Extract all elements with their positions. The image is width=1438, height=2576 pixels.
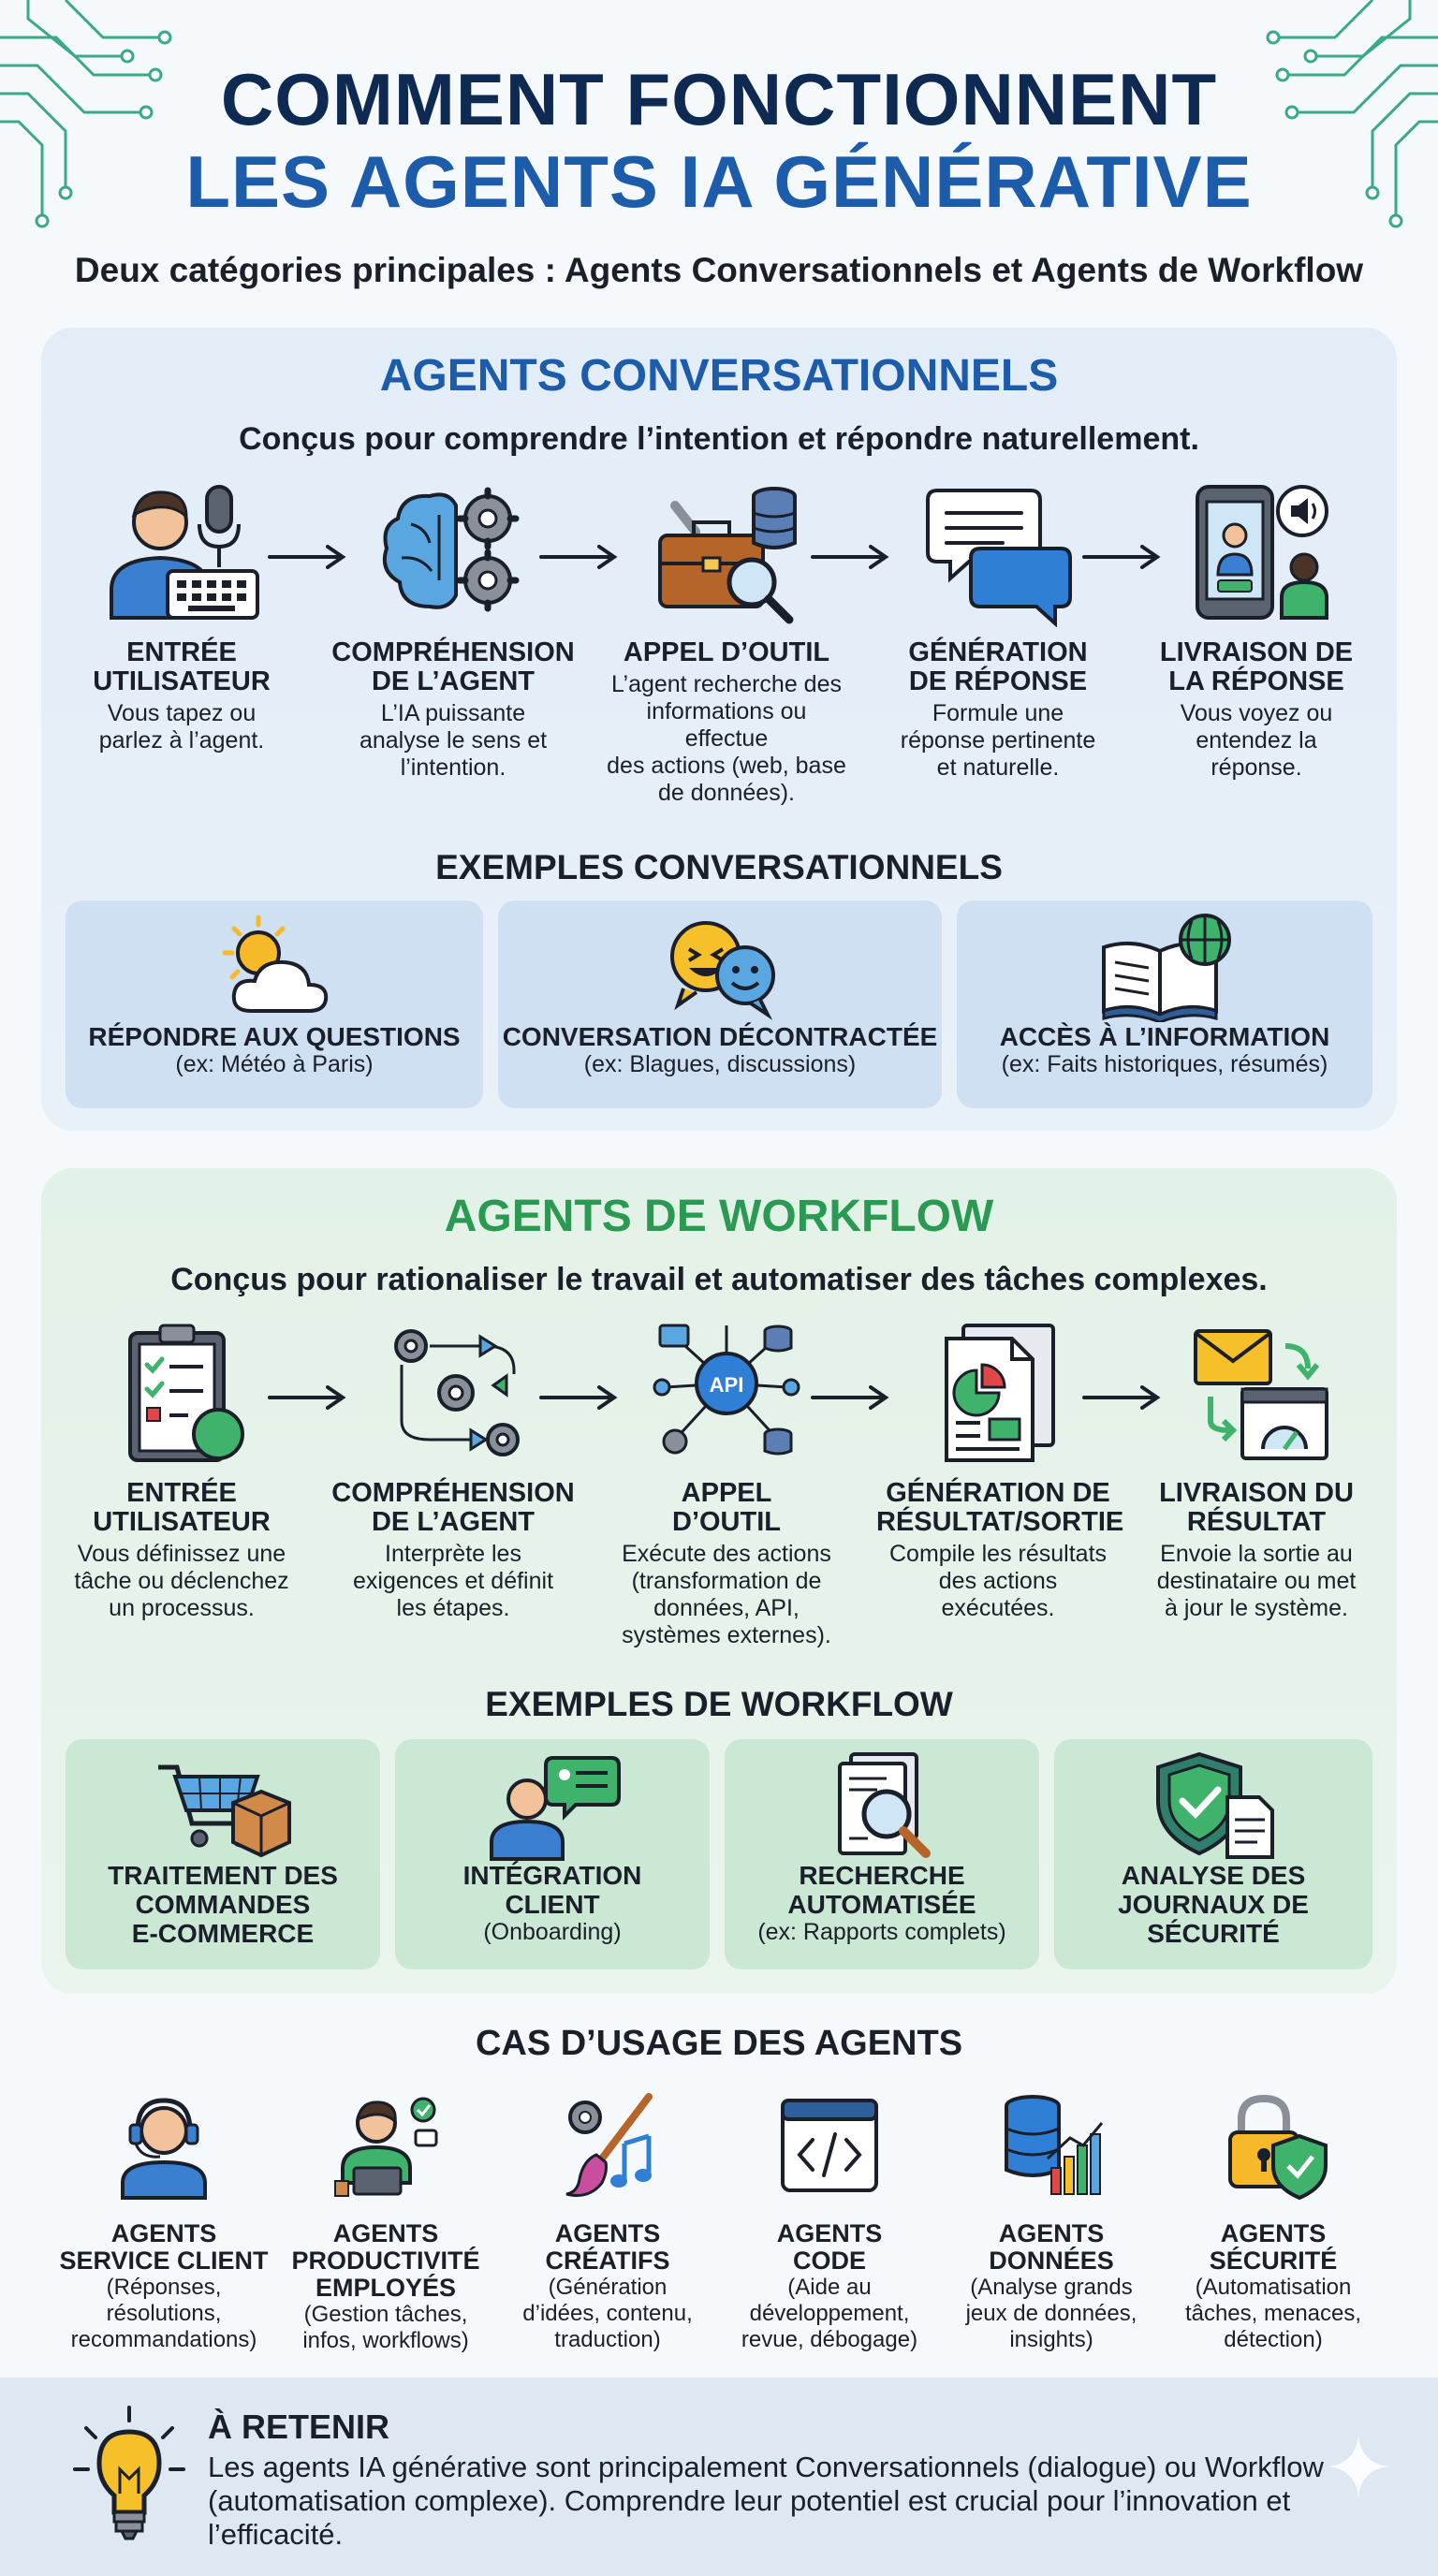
step-title: APPEL D’OUTIL — [672, 1478, 781, 1537]
headset-agent-icon — [108, 2089, 220, 2202]
use-case-item — [944, 2089, 1159, 2353]
use-case-item — [1166, 2089, 1381, 2353]
use-case-title: AGENTS CRÉATIFS — [545, 2219, 670, 2275]
step-description: Formule une réponse pertinente et naturelle. — [900, 700, 1096, 781]
example-title: RÉPONDRE AUX QUESTIONS — [88, 1022, 461, 1051]
user-microphone-keyboard-icon — [102, 477, 261, 627]
use-case-description: (Réponses, résolutions, recommandations) — [70, 2275, 257, 2352]
example-subtitle: (ex: Blagues, discussions) — [583, 1051, 857, 1077]
example-title: INTÉGRATION CLIENT — [462, 1861, 642, 1919]
conv-example-card — [66, 900, 483, 1108]
step-title: LIVRAISON DU RÉSULTAT — [1159, 1478, 1354, 1537]
workflow-examples-heading: EXEMPLES DE WORKFLOW — [485, 1685, 953, 1723]
use-case-description: (Gestion tâches, infos, workflows) — [302, 2302, 469, 2353]
workflow-title: AGENTS DE WORKFLOW — [444, 1192, 994, 1241]
conv-step-response-generation — [876, 477, 1120, 782]
sparkle-icon — [1326, 2434, 1391, 2499]
step-description: Vous définissez une tâche ou déclenchez un processus. — [74, 1541, 289, 1621]
step-title: APPEL D’OUTIL — [623, 637, 830, 667]
page-title-line2: LES AGENTS IA GÉNÉRATIVE — [185, 140, 1253, 223]
footer-title: À RETENIR — [208, 2408, 390, 2446]
use-case-title: AGENTS SÉCURITÉ — [1209, 2219, 1338, 2275]
example-subtitle: (Onboarding) — [483, 1919, 622, 1945]
database-chart-icon — [995, 2089, 1108, 2202]
work-example-card — [395, 1739, 710, 1969]
conv-step-understanding — [331, 477, 575, 782]
mail-dashboard-icon — [1177, 1318, 1336, 1468]
conversational-examples-heading: EXEMPLES CONVERSATIONNELS — [435, 848, 1003, 886]
example-title: ANALYSE DES JOURNAUX DE SÉCURITÉ — [1118, 1861, 1309, 1948]
step-description: Envoie la sortie au destinataire ou met à jour le système. — [1156, 1541, 1357, 1621]
use-case-title: AGENTS CODE — [776, 2219, 883, 2275]
document-search-icon — [812, 1749, 952, 1861]
step-title: GÉNÉRATION DE RÉSULTAT/SORTIE — [876, 1478, 1124, 1537]
use-case-title: AGENTS PRODUCTIVITÉ EMPLOYÉS — [291, 2219, 480, 2302]
clipboard-checklist-icon — [102, 1318, 261, 1468]
work-step-understanding — [331, 1318, 575, 1622]
example-subtitle: (ex: Rapports complets) — [757, 1919, 1006, 1945]
shield-log-icon — [1143, 1749, 1284, 1861]
conv-step-delivery — [1135, 477, 1378, 782]
workflow-subtitle: Conçus pour rationaliser le travail et automatiser des tâches complexes. — [170, 1262, 1268, 1297]
step-description: L’agent recherche des informations ou effectue des actions (web, base de données). — [607, 671, 846, 806]
work-example-card — [66, 1739, 380, 1969]
step-description: Vous tapez ou parlez à l’agent. — [98, 700, 265, 754]
conversational-panel — [41, 328, 1397, 1131]
use-case-description: (Analyse grands jeux de données, insights) — [965, 2275, 1137, 2352]
example-title: ACCÈS À L’INFORMATION — [999, 1022, 1330, 1051]
footer-takeaway — [0, 2378, 1438, 2576]
gears-flow-icon — [374, 1318, 533, 1468]
phone-speaker-icon — [1177, 477, 1336, 627]
client-onboarding-icon — [482, 1749, 623, 1861]
use-case-item — [56, 2089, 271, 2353]
use-case-description: (Automatisation tâches, menaces, détection) — [1184, 2275, 1362, 2352]
step-description: Vous voyez ou entendez la réponse. — [1180, 700, 1333, 781]
step-title: ENTRÉE UTILISATEUR — [93, 1478, 271, 1537]
footer-text: Les agents IA générative sont principalement Conversationnels (dialogue) ou Workflow (automatisation complexe). Comprendre leur potentiel est crucial pour l’innovation et l’efficacité. — [208, 2451, 1324, 2551]
example-title: CONVERSATION DÉCONTRACTÉE — [502, 1022, 938, 1051]
page-title-line1: COMMENT FONCTIONNENT — [220, 58, 1218, 140]
step-description: Interprète les exigences et définit les étapes. — [352, 1541, 554, 1621]
conv-step-input — [60, 477, 303, 754]
example-subtitle: (ex: Météo à Paris) — [175, 1051, 374, 1077]
work-step-tool-call — [605, 1318, 848, 1649]
use-case-item — [278, 2089, 493, 2354]
step-title: GÉNÉRATION DE RÉPONSE — [908, 637, 1088, 696]
work-example-card — [725, 1739, 1039, 1969]
work-step-output — [876, 1318, 1124, 1622]
lightbulb-icon — [73, 2404, 185, 2554]
example-subtitle: (ex: Faits historiques, résumés) — [1001, 1051, 1328, 1077]
cart-box-icon — [153, 1749, 293, 1861]
work-step-delivery — [1135, 1318, 1378, 1622]
example-title: RECHERCHE AUTOMATISÉE — [787, 1861, 976, 1919]
api-network-icon — [647, 1318, 806, 1468]
employee-laptop-icon — [330, 2089, 442, 2202]
use-cases-heading: CAS D’USAGE DES AGENTS — [475, 2024, 963, 2063]
brush-music-icon — [551, 2089, 664, 2202]
step-title: LIVRAISON DE LA RÉPONSE — [1159, 637, 1354, 696]
work-example-card — [1054, 1739, 1372, 1969]
brain-gears-icon — [374, 477, 533, 627]
toolbox-database-icon — [647, 477, 806, 627]
step-title: COMPRÉHENSION DE L’AGENT — [331, 637, 575, 696]
work-step-input — [60, 1318, 303, 1622]
conv-example-card — [957, 900, 1372, 1108]
workflow-panel — [41, 1168, 1397, 1994]
svg-text:API: API — [709, 1373, 744, 1397]
page-header — [0, 58, 1438, 223]
use-case-title: AGENTS SERVICE CLIENT — [59, 2219, 269, 2275]
use-case-title: AGENTS DONNÉES — [989, 2219, 1114, 2275]
use-case-item — [500, 2089, 715, 2353]
chat-bubbles-icon — [918, 477, 1078, 627]
example-title: TRAITEMENT DES COMMANDES E-COMMERCE — [108, 1861, 338, 1948]
weather-icon — [204, 910, 345, 1022]
conversational-title: AGENTS CONVERSATIONNELS — [379, 351, 1059, 401]
step-description: Compile les résultats des actions exécutées. — [888, 1541, 1108, 1621]
conversational-subtitle: Conçus pour comprendre l’intention et répondre naturellement. — [239, 421, 1199, 457]
use-case-description: (Génération d’idées, contenu, traduction) — [522, 2275, 693, 2352]
page-subtitle: Deux catégories principales : Agents Conversationnels et Agents de Workflow — [74, 251, 1364, 289]
step-description: L’IA puissante analyse le sens et l’intention. — [359, 700, 548, 781]
step-title: COMPRÉHENSION DE L’AGENT — [331, 1478, 575, 1537]
book-globe-icon — [1094, 910, 1235, 1022]
use-case-item — [722, 2089, 937, 2353]
emoji-chat-icon — [650, 910, 790, 1022]
lock-shield-icon — [1217, 2089, 1329, 2202]
use-case-description: (Aide au développement, revue, débogage) — [741, 2275, 918, 2352]
step-title: ENTRÉE UTILISATEUR — [93, 637, 271, 696]
code-window-icon — [773, 2089, 886, 2202]
step-description: Exécute des actions (transformation de données, API, systèmes externes). — [622, 1541, 831, 1648]
conv-step-tool-call — [605, 477, 848, 807]
report-document-icon — [918, 1318, 1078, 1468]
conv-example-card — [498, 900, 942, 1108]
